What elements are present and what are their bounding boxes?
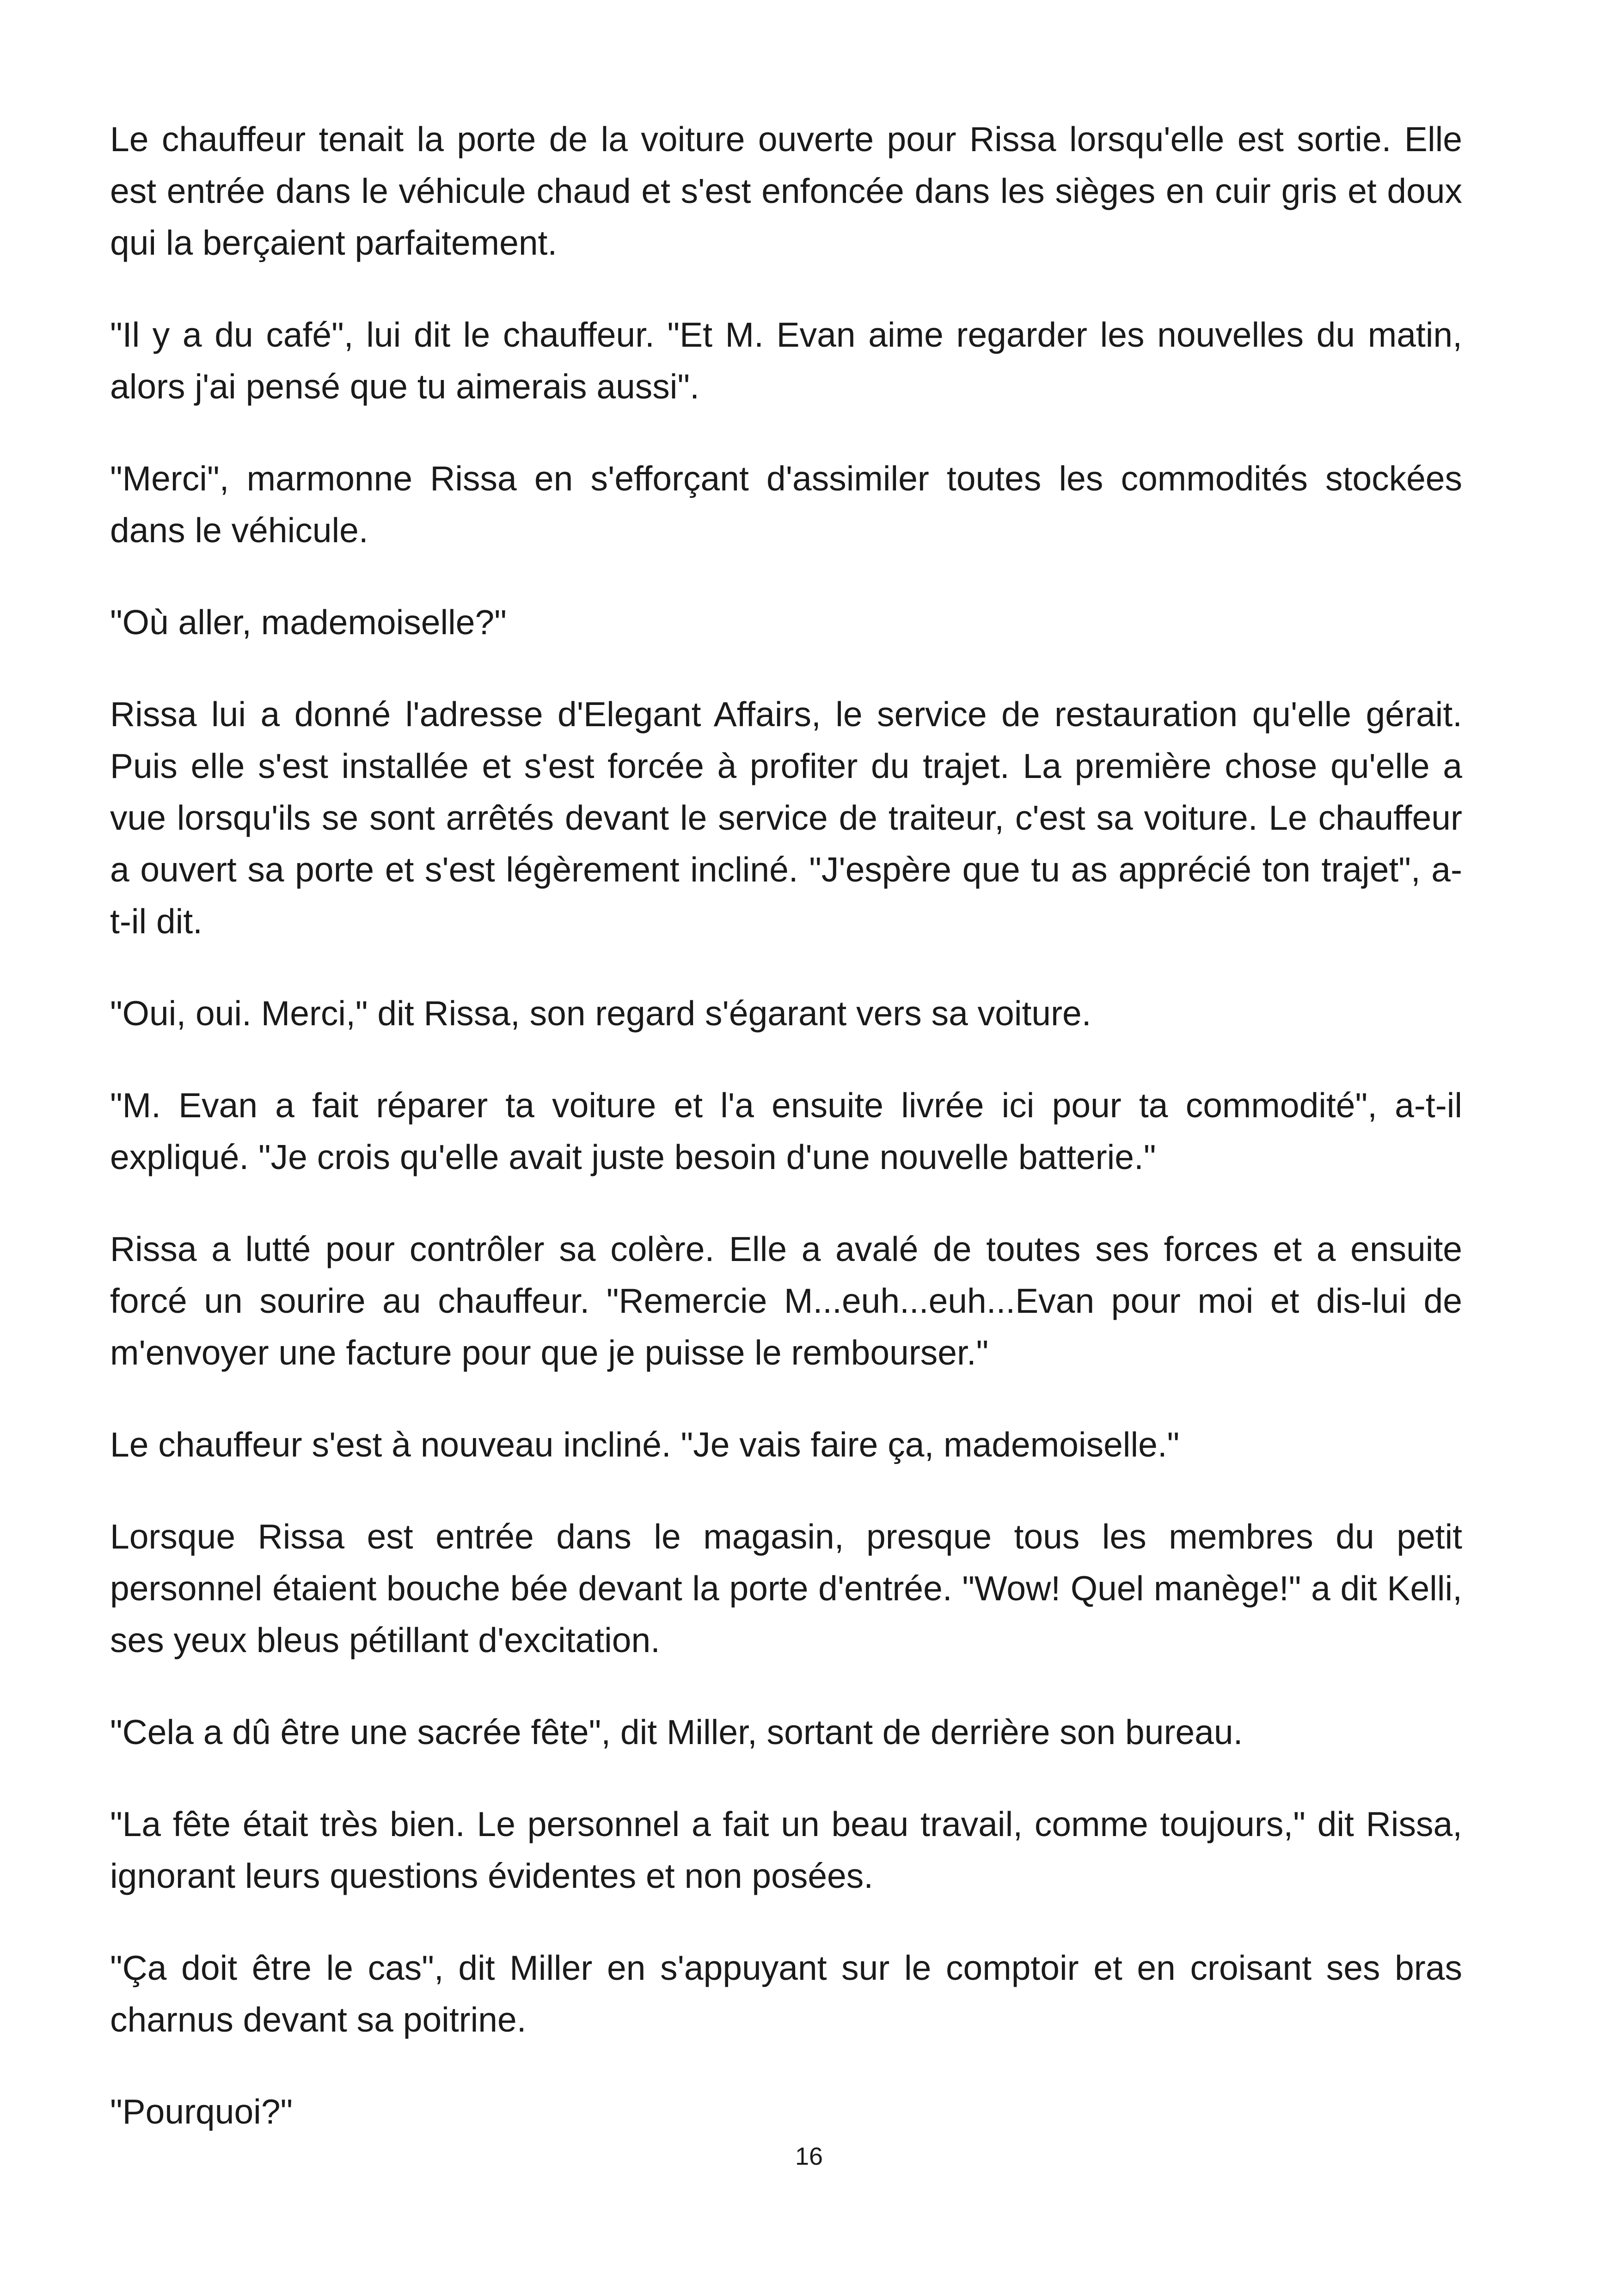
paragraph: Rissa lui a donné l'adresse d'Elegant Affairs, le service de restauration qu'elle gérait. Puis elle s'est installée et s'est forcée à profiter du trajet. La première chose qu'elle a vue lorsqu'ils se sont arrêtés devant le service de traiteur, c'est sa voiture. Le chauffeur a ouvert sa porte et s'est légèrement incliné. "J'espère que tu as apprécié ton trajet", a-t-il dit. — [110, 695, 1462, 941]
paragraph: "Cela a dû être une sacrée fête", dit Miller, sortant de derrière son bureau. — [110, 1713, 1243, 1751]
paragraph: Lorsque Rissa est entrée dans le magasin, presque tous les membres du petit personnel étaient bouche bée devant la porte d'entrée. "Wow! Quel manège!" a dit Kelli, ses yeux bleus pétillant d'excitation. — [110, 1517, 1462, 1659]
paragraph: "Pourquoi?" — [110, 2092, 293, 2131]
paragraph: "Oui, oui. Merci," dit Rissa, son regard s'égarant vers sa voiture. — [110, 994, 1091, 1033]
paragraph: "Où aller, mademoiselle?" — [110, 603, 507, 642]
paragraph: "M. Evan a fait réparer ta voiture et l'a ensuite livrée ici pour ta commodité", a-t-il expliqué. "Je crois qu'elle avait juste besoin d'une nouvelle batterie." — [110, 1086, 1462, 1176]
paragraph: "Il y a du café", lui dit le chauffeur. "Et M. Evan aime regarder les nouvelles du matin, alors j'ai pensé que tu aimerais aussi". — [110, 315, 1462, 406]
paragraph: "Ça doit être le cas", dit Miller en s'appuyant sur le comptoir et en croisant ses bras charnus devant sa poitrine. — [110, 1948, 1462, 2039]
paragraph: "Merci", marmonne Rissa en s'efforçant d'assimiler toutes les commodités stockées dans le véhicule. — [110, 459, 1462, 550]
body-text — [110, 113, 1462, 2178]
paragraph: Le chauffeur s'est à nouveau incliné. "Je vais faire ça, mademoiselle." — [110, 1425, 1180, 1464]
paragraph: Le chauffeur tenait la porte de la voiture ouverte pour Rissa lorsqu'elle est sortie. Elle est entrée dans le véhicule chaud et s'est enfoncée dans les sièges en cuir gris et doux qui la berçaient parfaitement. — [110, 120, 1462, 262]
page-number: 16 — [795, 2143, 823, 2170]
paragraph: Rissa a lutté pour contrôler sa colère. Elle a avalé de toutes ses forces et a ensuite forcé un sourire au chauffeur. "Remercie M...euh...euh...Evan pour moi et dis-lui de m'envoyer une facture pour que je puisse le rembourser." — [110, 1230, 1462, 1372]
paragraph: "La fête était très bien. Le personnel a fait un beau travail, comme toujours," dit Rissa, ignorant leurs questions évidentes et non posées. — [110, 1805, 1462, 1895]
